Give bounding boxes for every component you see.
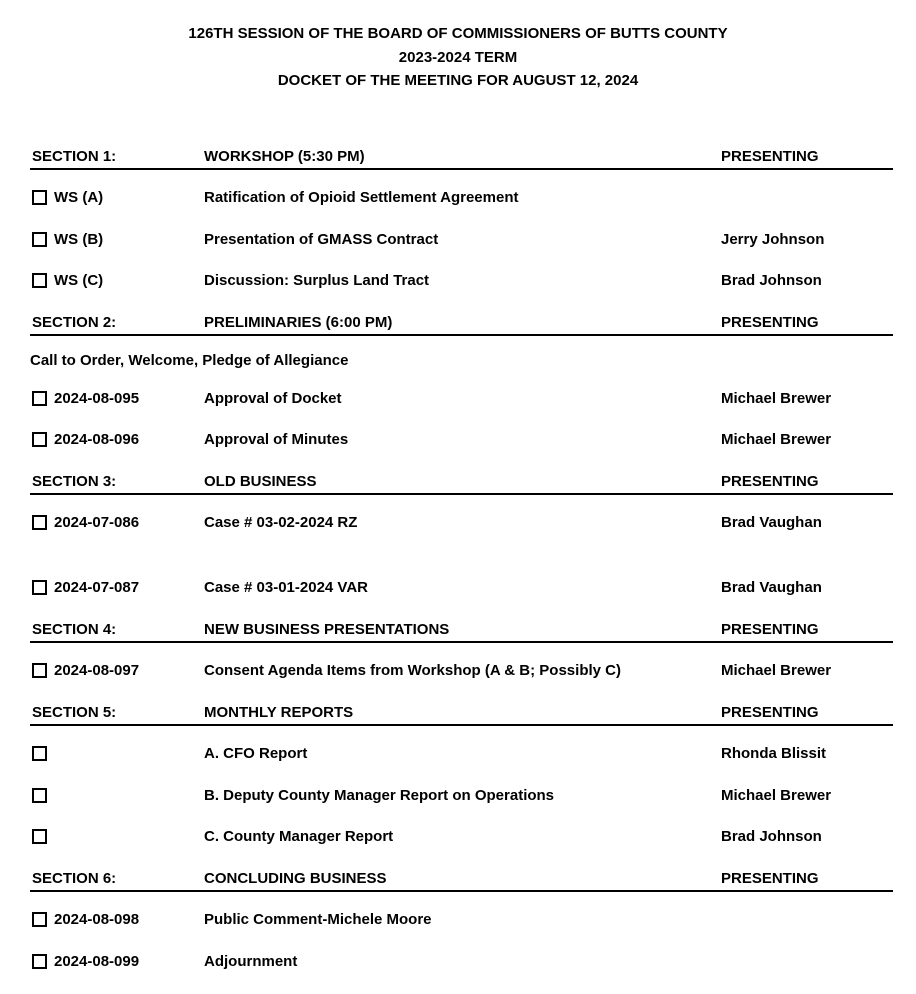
checkbox-icon[interactable] bbox=[32, 912, 47, 927]
docket-item-row bbox=[30, 941, 893, 983]
section-header bbox=[30, 302, 893, 344]
checkbox-icon[interactable] bbox=[32, 663, 47, 678]
item-ref: WS (A) bbox=[54, 189, 104, 207]
item-ref-cell bbox=[30, 953, 204, 970]
docket-item-row bbox=[30, 378, 893, 420]
docket-item-row bbox=[30, 650, 893, 692]
checkbox-icon[interactable] bbox=[32, 432, 47, 447]
checkbox-icon[interactable] bbox=[32, 829, 47, 844]
presenting-column-header: PRESENTING bbox=[721, 313, 819, 331]
item-presenter: Brad Johnson bbox=[721, 272, 822, 290]
checkbox-icon[interactable] bbox=[32, 580, 47, 595]
item-description: Case # 03-01-2024 VAR bbox=[204, 579, 368, 597]
item-ref-cell bbox=[30, 231, 204, 248]
docket-title-line1: 126TH SESSION OF THE BOARD OF COMMISSIONERS OF BUTTS COUNTY bbox=[188, 25, 728, 42]
docket-item-row bbox=[30, 733, 893, 775]
item-description: Adjournment bbox=[204, 952, 298, 970]
section-heading: WORKSHOP (5:30 PM) bbox=[204, 147, 365, 165]
section-label: SECTION 5: bbox=[32, 703, 117, 721]
section-header bbox=[30, 461, 893, 503]
docket-body bbox=[30, 136, 893, 983]
checkbox-icon[interactable] bbox=[32, 273, 47, 288]
item-ref: WS (B) bbox=[54, 230, 104, 248]
section-label: SECTION 1: bbox=[32, 147, 117, 165]
item-ref-cell bbox=[30, 514, 204, 531]
docket-item-row bbox=[30, 567, 893, 609]
presenting-column-header: PRESENTING bbox=[721, 869, 819, 887]
item-presenter: Michael Brewer bbox=[721, 786, 832, 804]
item-presenter: Jerry Johnson bbox=[721, 230, 825, 248]
item-ref: 2024-08-095 bbox=[54, 389, 140, 407]
item-description: Presentation of GMASS Contract bbox=[204, 230, 439, 248]
item-ref: 2024-08-099 bbox=[54, 952, 140, 970]
item-ref: 2024-08-098 bbox=[54, 911, 140, 929]
item-ref-cell bbox=[30, 189, 204, 206]
checkbox-icon[interactable] bbox=[32, 746, 47, 761]
section-heading: CONCLUDING BUSINESS bbox=[204, 869, 387, 887]
docket-title-line3: DOCKET OF THE MEETING FOR AUGUST 12, 2024 bbox=[277, 72, 639, 89]
docket-title-line2: 2023-2024 TERM bbox=[398, 48, 518, 66]
section-header bbox=[30, 858, 893, 900]
item-description: Case # 03-02-2024 RZ bbox=[204, 514, 358, 532]
docket-item-row bbox=[30, 816, 893, 858]
item-presenter: Michael Brewer bbox=[721, 431, 832, 449]
section-heading: NEW BUSINESS PRESENTATIONS bbox=[204, 620, 450, 638]
docket-item-row bbox=[30, 775, 893, 817]
item-ref-cell bbox=[30, 579, 204, 596]
docket-item-row bbox=[30, 260, 893, 302]
item-ref-cell bbox=[30, 788, 204, 803]
item-description: B. Deputy County Manager Report on Operations bbox=[204, 786, 555, 804]
item-presenter: Brad Vaughan bbox=[721, 514, 822, 532]
item-description: Public Comment-Michele Moore bbox=[204, 911, 432, 929]
item-ref: 2024-08-097 bbox=[54, 662, 140, 680]
item-presenter: Brad Johnson bbox=[721, 828, 822, 846]
item-presenter: Michael Brewer bbox=[721, 662, 832, 680]
item-ref: 2024-08-096 bbox=[54, 431, 140, 449]
section-heading: MONTHLY REPORTS bbox=[204, 703, 354, 721]
item-ref: 2024-07-086 bbox=[54, 514, 140, 532]
item-ref: WS (C) bbox=[54, 272, 104, 290]
presenting-column-header: PRESENTING bbox=[721, 147, 819, 165]
item-ref: 2024-07-087 bbox=[54, 579, 140, 597]
docket-title bbox=[0, 0, 916, 93]
docket-item-row bbox=[30, 502, 893, 544]
item-description: Discussion: Surplus Land Tract bbox=[204, 272, 430, 290]
docket-item-row bbox=[30, 219, 893, 261]
item-ref-cell bbox=[30, 911, 204, 928]
checkbox-icon[interactable] bbox=[32, 515, 47, 530]
section-note-row bbox=[30, 343, 893, 378]
section-heading: OLD BUSINESS bbox=[204, 472, 317, 490]
checkbox-icon[interactable] bbox=[32, 788, 47, 803]
item-ref-cell bbox=[30, 746, 204, 761]
section-header bbox=[30, 692, 893, 734]
item-ref-cell bbox=[30, 390, 204, 407]
section-label: SECTION 6: bbox=[32, 869, 117, 887]
item-presenter: Brad Vaughan bbox=[721, 579, 822, 597]
checkbox-icon[interactable] bbox=[32, 954, 47, 969]
checkbox-icon[interactable] bbox=[32, 232, 47, 247]
section-heading: PRELIMINARIES (6:00 PM) bbox=[204, 313, 393, 331]
item-presenter: Michael Brewer bbox=[721, 389, 832, 407]
section-label: SECTION 4: bbox=[32, 620, 117, 638]
section-note: Call to Order, Welcome, Pledge of Allegiance bbox=[30, 351, 349, 369]
docket-item-row bbox=[30, 899, 893, 941]
item-description: Approval of Minutes bbox=[204, 431, 349, 449]
item-description: C. County Manager Report bbox=[204, 828, 394, 846]
section-header bbox=[30, 136, 893, 178]
section-header bbox=[30, 609, 893, 651]
item-description: A. CFO Report bbox=[204, 745, 308, 763]
item-presenter: Rhonda Blissit bbox=[721, 745, 827, 763]
docket-item-row bbox=[30, 177, 893, 219]
presenting-column-header: PRESENTING bbox=[721, 703, 819, 721]
item-ref-cell bbox=[30, 829, 204, 844]
item-description: Ratification of Opioid Settlement Agreement bbox=[204, 189, 519, 207]
item-description: Approval of Docket bbox=[204, 389, 342, 407]
presenting-column-header: PRESENTING bbox=[721, 620, 819, 638]
presenting-column-header: PRESENTING bbox=[721, 472, 819, 490]
docket-item-row bbox=[30, 419, 893, 461]
item-ref-cell bbox=[30, 272, 204, 289]
checkbox-icon[interactable] bbox=[32, 190, 47, 205]
checkbox-icon[interactable] bbox=[32, 391, 47, 406]
item-ref-cell bbox=[30, 662, 204, 679]
section-label: SECTION 2: bbox=[32, 313, 117, 331]
item-ref-cell bbox=[30, 431, 204, 448]
section-label: SECTION 3: bbox=[32, 472, 117, 490]
item-description: Consent Agenda Items from Workshop (A & B; Possibly C) bbox=[204, 662, 621, 680]
